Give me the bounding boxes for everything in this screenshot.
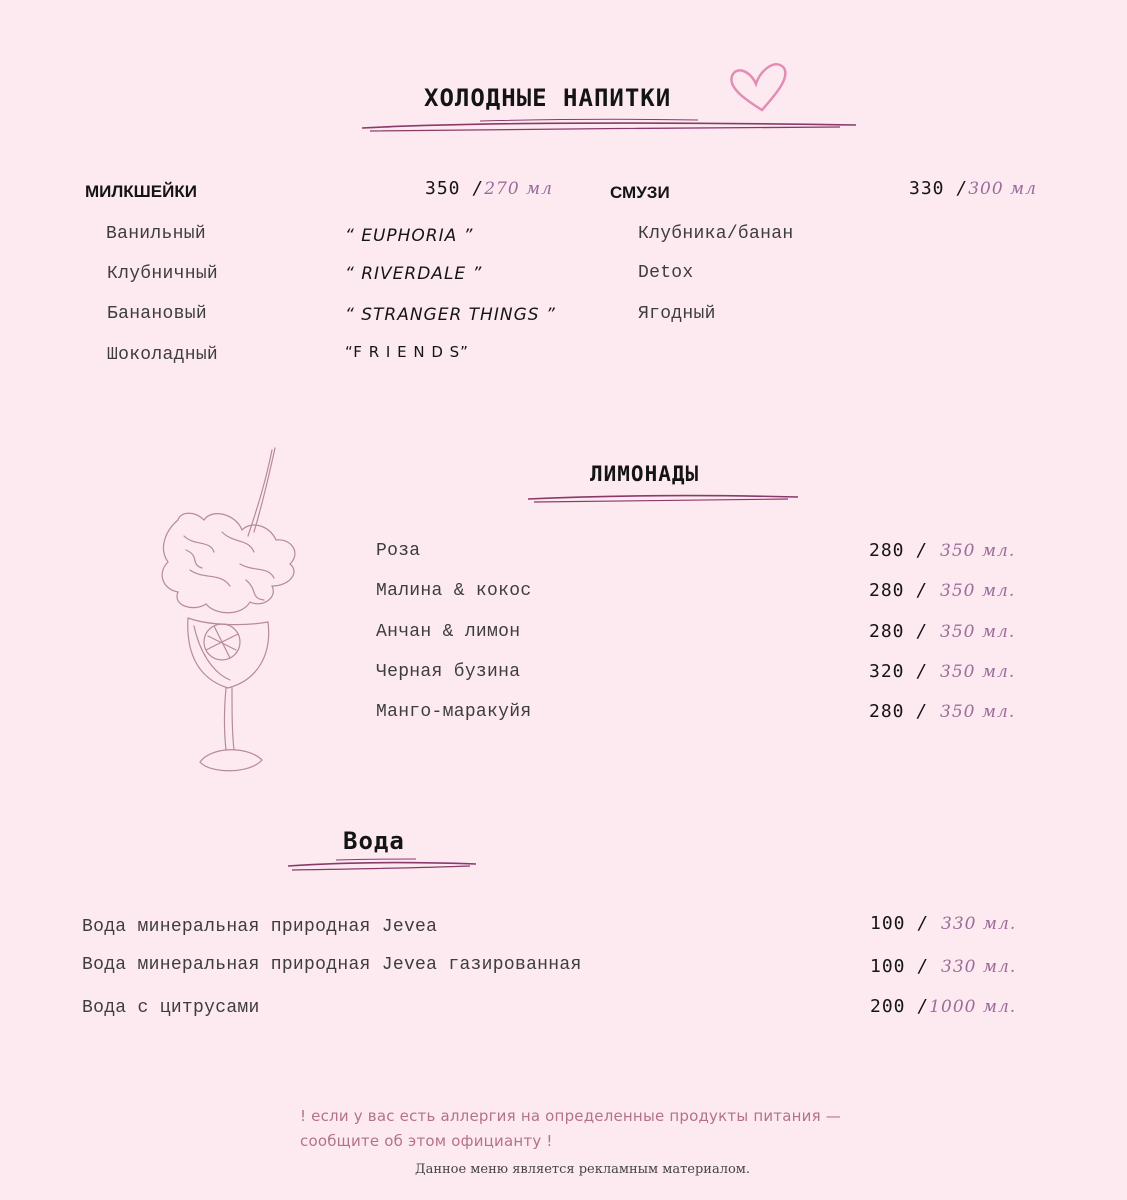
cocktail-illustration bbox=[150, 440, 320, 780]
water-price-row: 200 /1000 мл. bbox=[870, 996, 1017, 1017]
water-volume: 330 мл. bbox=[941, 914, 1017, 934]
smoothies-heading: СМУЗИ bbox=[610, 183, 670, 202]
water-price: 100 bbox=[870, 913, 906, 934]
lemonade-volume: 350 мл. bbox=[940, 702, 1016, 722]
smoothies-price: 330 bbox=[909, 178, 945, 199]
lemonade-price-row: 280 / 350 мл. bbox=[869, 621, 1016, 642]
smoothie-item: Клубника/банан bbox=[638, 224, 794, 244]
milkshake-item: Банановый bbox=[107, 304, 207, 324]
lemonade-name: Черная бузина bbox=[376, 662, 521, 682]
milkshake-item: Клубничный bbox=[107, 264, 219, 284]
milkshakes-price-row: 350 /270 мл bbox=[425, 178, 553, 199]
lemonade-name: Роза bbox=[376, 541, 421, 561]
water-volume: 330 мл. bbox=[941, 957, 1017, 977]
allergy-note-line1: ! если у вас есть аллергия на определенные продукты питания — bbox=[300, 1107, 841, 1125]
water-name: Вода с цитрусами bbox=[82, 998, 260, 1018]
lemonade-price-row: 280 / 350 мл. bbox=[869, 580, 1016, 601]
milkshake-special: “ STRANGER THINGS ” bbox=[345, 305, 556, 325]
smoothies-volume: 300 мл bbox=[968, 179, 1037, 199]
page-title: ХОЛОДНЫЕ НАПИТКИ bbox=[424, 84, 672, 112]
lemonade-price: 280 bbox=[869, 621, 905, 642]
lemonades-heading: ЛИМОНАДЫ bbox=[590, 462, 700, 486]
lemonade-price: 280 bbox=[869, 580, 905, 601]
lemonade-name: Анчан & лимон bbox=[376, 622, 521, 642]
lemonade-price: 320 bbox=[869, 661, 905, 682]
milkshakes-price: 350 bbox=[425, 178, 461, 199]
lemonade-volume: 350 мл. bbox=[940, 581, 1016, 601]
water-price: 200 bbox=[870, 996, 906, 1017]
water-name: Вода минеральная природная Jevea bbox=[82, 917, 438, 937]
lemonade-price-row: 280 / 350 мл. bbox=[869, 540, 1016, 561]
lemonade-volume: 350 мл. bbox=[940, 622, 1016, 642]
lemonade-name: Манго-маракуйя bbox=[376, 702, 532, 722]
water-underline bbox=[286, 856, 480, 876]
disclaimer: Данное меню является рекламным материалом. bbox=[415, 1162, 751, 1177]
smoothies-price-row: 330 /300 мл bbox=[909, 178, 1037, 199]
lemonade-price: 280 bbox=[869, 540, 905, 561]
water-price-row: 100 / 330 мл. bbox=[870, 956, 1017, 977]
milkshakes-heading: МИЛКШЕЙКИ bbox=[85, 182, 197, 201]
lemonade-price-row: 280 / 350 мл. bbox=[869, 701, 1016, 722]
milkshake-item: Ванильный bbox=[106, 224, 206, 244]
milkshakes-volume: 270 мл bbox=[484, 179, 553, 199]
lemonade-name: Малина & кокос bbox=[376, 581, 532, 601]
water-volume: 1000 мл. bbox=[929, 997, 1017, 1017]
lemonade-price: 280 bbox=[869, 701, 905, 722]
milkshake-special: “ RIVERDALE ” bbox=[345, 264, 483, 284]
water-name: Вода минеральная природная Jevea газированная bbox=[82, 955, 582, 975]
smoothie-item: Detox bbox=[638, 263, 694, 283]
water-price: 100 bbox=[870, 956, 906, 977]
milkshake-special: “F R I E N D S” bbox=[345, 343, 469, 361]
lemonades-underline bbox=[526, 490, 802, 506]
smoothie-item: Ягодный bbox=[638, 304, 716, 324]
milkshake-item: Шоколадный bbox=[107, 345, 219, 365]
heart-icon bbox=[726, 60, 790, 116]
lemonade-price-row: 320 / 350 мл. bbox=[869, 661, 1016, 682]
water-heading: Вода bbox=[343, 827, 405, 855]
water-price-row: 100 / 330 мл. bbox=[870, 913, 1017, 934]
title-underline bbox=[360, 116, 860, 136]
milkshake-special: “ EUPHORIA ” bbox=[345, 226, 474, 246]
allergy-note-line2: сообщите об этом официанту ! bbox=[300, 1132, 553, 1150]
lemonade-volume: 350 мл. bbox=[940, 662, 1016, 682]
lemonade-volume: 350 мл. bbox=[940, 541, 1016, 561]
